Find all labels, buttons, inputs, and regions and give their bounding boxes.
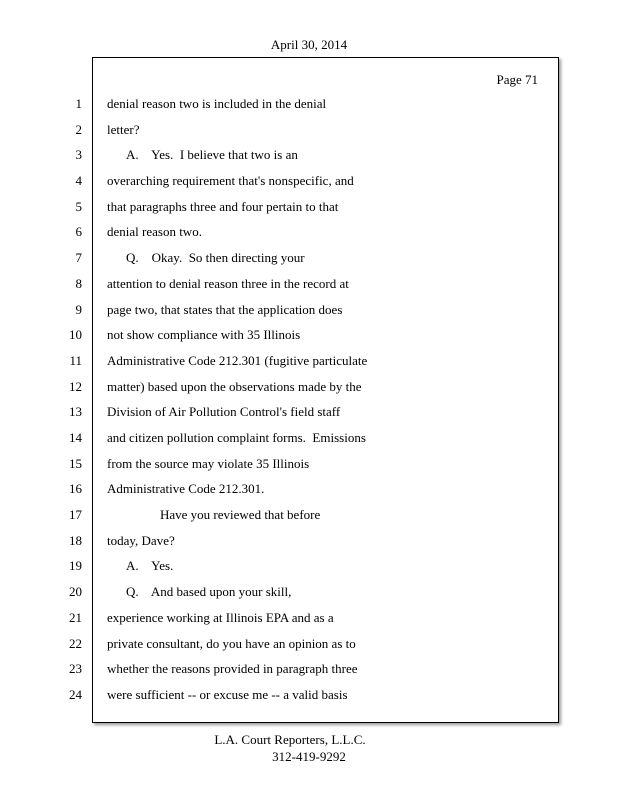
transcript-line: overarching requirement that's nonspecific, and: [107, 173, 354, 188]
transcript-line: whether the reasons provided in paragraph three: [107, 661, 358, 676]
line-number: 1: [75, 96, 82, 111]
transcript-line: denial reason two.: [107, 224, 202, 239]
transcript-line: Administrative Code 212.301.: [107, 481, 265, 496]
line-number: 22: [69, 636, 82, 651]
transcript-line: today, Dave?: [107, 533, 175, 548]
line-number: 14: [69, 430, 82, 445]
transcript-line: experience working at Illinois EPA and as a: [107, 610, 334, 625]
transcript-line: Have you reviewed that before: [160, 507, 321, 522]
line-number: 9: [75, 302, 82, 317]
transcript-line: were sufficient -- or excuse me -- a valid basis: [107, 687, 348, 702]
transcript-line: and citizen pollution complaint forms. Emissions: [107, 430, 366, 445]
line-number: 20: [69, 584, 82, 599]
line-number: 4: [75, 173, 82, 188]
page-number: Page 71: [496, 72, 538, 87]
transcript-line: A. Yes. I believe that two is an: [126, 147, 298, 162]
line-number: 5: [75, 199, 82, 214]
transcript-line: denial reason two is included in the denial: [107, 96, 327, 111]
line-number: 17: [69, 507, 82, 522]
line-number: 12: [69, 379, 82, 394]
line-number: 15: [69, 456, 82, 471]
line-number: 7: [75, 250, 82, 265]
line-number: 6: [75, 224, 82, 239]
footer-phone: 312-419-9292: [272, 749, 346, 764]
line-number: 10: [69, 327, 82, 342]
transcript-line: page two, that states that the application does: [107, 302, 343, 317]
line-number: 18: [69, 533, 82, 548]
transcript-line: that paragraphs three and four pertain to that: [107, 199, 339, 214]
transcript-line: matter) based upon the observations made by the: [107, 379, 362, 394]
transcript-line: A. Yes.: [126, 558, 174, 573]
line-number: 23: [69, 661, 82, 676]
line-number: 21: [69, 610, 82, 625]
transcript-line: Q. And based upon your skill,: [126, 584, 292, 599]
line-number: 11: [69, 353, 82, 368]
line-number: 19: [69, 558, 82, 573]
transcript-line: attention to denial reason three in the record at: [107, 276, 349, 291]
transcript-line: letter?: [107, 122, 140, 137]
transcript-line: not show compliance with 35 Illinois: [107, 327, 301, 342]
line-number: 3: [75, 147, 82, 162]
header-date: April 30, 2014: [270, 37, 348, 52]
footer-firm-name: L.A. Court Reporters, L.L.C.: [214, 732, 366, 747]
transcript-line: Q. Okay. So then directing your: [126, 250, 305, 265]
line-number: 2: [75, 122, 82, 137]
transcript-line: Administrative Code 212.301 (fugitive particulate: [107, 353, 368, 368]
transcript-line: Division of Air Pollution Control's field staff: [107, 404, 341, 419]
line-number: 24: [69, 687, 82, 702]
transcript-line: private consultant, do you have an opinion as to: [107, 636, 356, 651]
line-number: 8: [75, 276, 82, 291]
line-number: 13: [69, 404, 82, 419]
transcript-line: from the source may violate 35 Illinois: [107, 456, 310, 471]
line-number: 16: [69, 481, 82, 496]
